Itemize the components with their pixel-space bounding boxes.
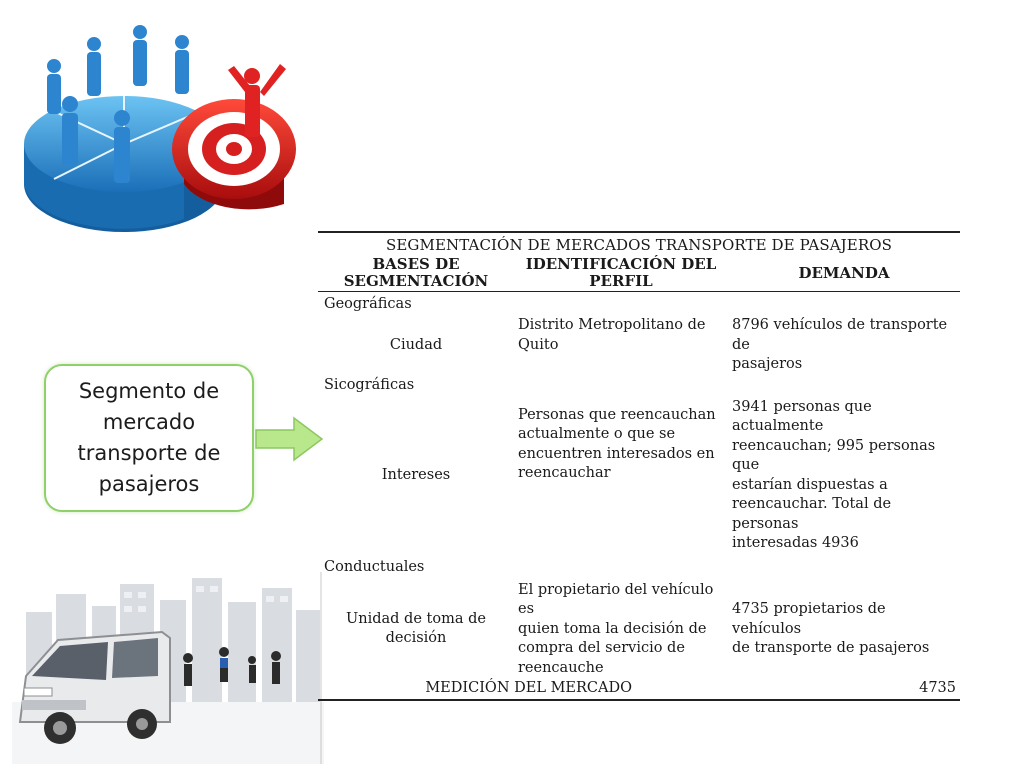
header-profile [514,255,728,291]
table-row [318,576,960,679]
callout-line: mercado [102,410,196,434]
cell-line: Unidad de toma de [346,610,486,627]
section-label: Geográficas [324,296,412,312]
cell-line: reencauchar [518,465,611,481]
header-bases [318,255,514,291]
cell-line: encuentren interesados en [518,445,715,462]
cell-line: Ciudad [389,336,443,353]
demand-cell [728,581,960,679]
cell-line: Personas que reencauchan [518,406,716,423]
header-line: DEMANDA [798,263,890,282]
cell-line: estarían dispuestas a [732,476,888,493]
base-cell [318,398,514,554]
cell-line: El propietario del vehículo es [518,581,714,617]
header-line: PERFIL [589,272,653,290]
profile-cell [514,398,728,554]
section-label: Conductuales [324,558,425,575]
callout-line: pasajeros [98,472,200,496]
right-arrow-icon [254,416,324,462]
cell-line: Quito [518,336,559,353]
cell-line: 3941 personas que actualmente [732,398,872,434]
total-value: 4735 [919,680,956,696]
cell-line: pasajeros [732,356,803,372]
profile-cell [514,316,728,375]
profile-cell [514,581,728,679]
cell-line: reencauchar. Total de personas [732,496,892,532]
cell-line: reencauche [518,659,604,676]
base-cell [318,316,514,375]
table-header [318,255,960,292]
demand-cell [728,316,960,375]
cell-line: 4735 propietarios de vehículos [732,601,886,637]
cell-line: reencauchan; 995 personas que [732,437,936,473]
cell-line: Distrito Metropolitano de [518,317,706,333]
cell-line: quien toma la decisión de [518,620,707,637]
people-pie-target-icon [14,14,314,254]
cell-line: actualmente o que se [518,426,676,442]
header-line: SEGMENTACIÓN [343,272,489,290]
cell-line: compra del servicio de [518,640,685,656]
segment-callout [44,364,254,512]
cell-line: decisión [385,630,447,647]
table-row [318,394,960,554]
header-line: IDENTIFICACIÓN DEL [525,255,717,273]
header-line: BASES DE [372,255,460,273]
demand-cell [728,398,960,554]
callout-text [78,376,221,500]
callout-line: Segmento de [78,379,220,403]
cell-line: interesadas 4936 [732,535,859,551]
section-label: Sicográficas [324,376,415,393]
total-label: MEDICIÓN DEL MERCADO [425,680,632,696]
cell-line: Intereses [381,466,451,483]
table-title: SEGMENTACIÓN DE MERCADOS TRANSPORTE DE PASAJEROS [386,236,892,254]
callout-line: transporte de [77,441,221,465]
segmentation-table [318,231,960,701]
table-row [318,313,960,375]
base-cell [318,581,514,679]
van-city-icon [12,572,324,764]
cell-line: 8796 vehículos de transporte de [732,317,948,353]
cell-line: de transporte de pasajeros [732,640,930,656]
header-demand [728,255,960,291]
total-row [318,678,960,699]
